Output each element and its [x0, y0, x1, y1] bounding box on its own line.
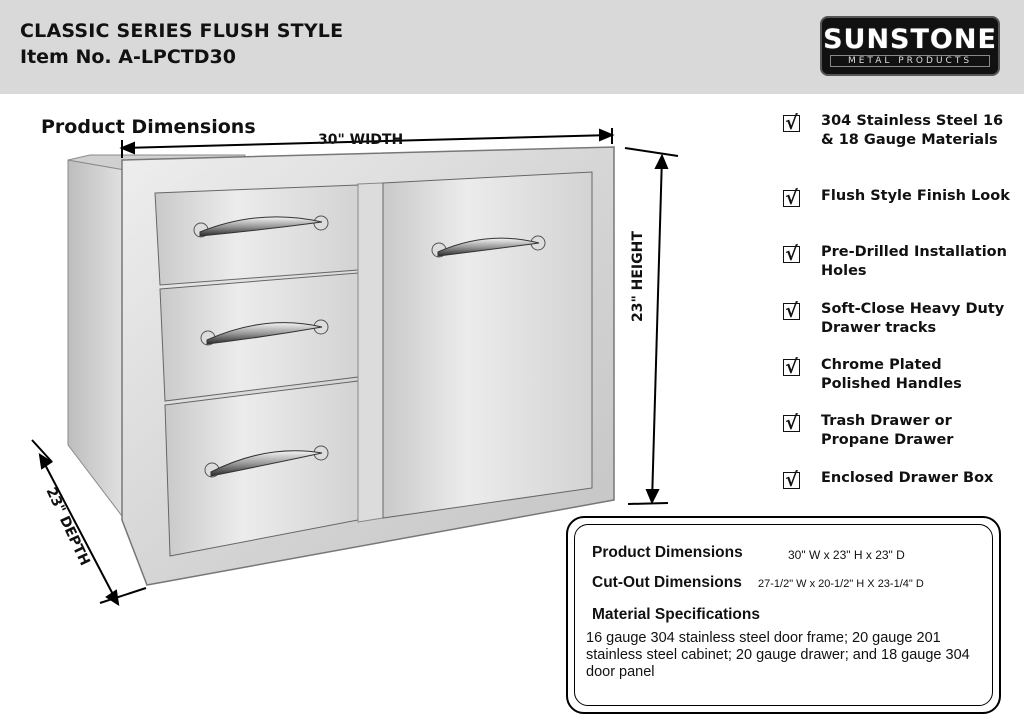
cutout-dimensions-value: 27-1/2" W x 20-1/2" H X 23-1/4" D	[758, 578, 924, 590]
checkbox-check-icon: √	[783, 415, 800, 432]
feature-text: 304 Stainless Steel 16 & 18 Gauge Materials	[821, 113, 1004, 148]
material-specifications-text: 16 gauge 304 stainless steel door frame; 20 gauge 201 stainless steel cabinet; 20 gauge drawer; and 18 gauge 304 door panel	[586, 630, 970, 680]
item-number: Item No. A-LPCTD30	[20, 46, 236, 68]
series-title: CLASSIC SERIES FLUSH STYLE	[20, 20, 344, 42]
checkbox-check-icon: √	[783, 190, 800, 207]
feature-text: Pre-Drilled Installation Holes	[821, 244, 1007, 279]
product-dimensions-label: Product Dimensions	[592, 544, 743, 561]
checkbox-check-icon: √	[783, 472, 800, 489]
cutout-dimensions-label: Cut-Out Dimensions	[592, 574, 742, 591]
feature-text: Trash Drawer or Propane Drawer	[821, 413, 954, 448]
feature-text: Soft-Close Heavy Duty Drawer tracks	[821, 301, 1005, 336]
logo-tagline: METAL PRODUCTS	[830, 55, 990, 67]
diagram-heading: Product Dimensions	[41, 116, 256, 138]
feature-text: Chrome Plated Polished Handles	[821, 357, 962, 392]
checkbox-check-icon: √	[783, 115, 800, 132]
width-label: 30" WIDTH	[318, 132, 404, 148]
height-dimension-line	[625, 148, 678, 504]
depth-label: 23" DEPTH	[42, 485, 93, 569]
product-dimensions-value: 30" W x 23" H x 23" D	[788, 548, 905, 562]
material-specifications-label: Material Specifications	[592, 606, 760, 623]
checkbox-check-icon: √	[783, 359, 800, 376]
cabinet-side	[68, 160, 125, 520]
specifications-box	[566, 516, 1001, 714]
door-panel	[383, 172, 592, 518]
logo-brand-text: SUNSTONE	[823, 24, 997, 55]
feature-text: Enclosed Drawer Box	[821, 470, 994, 486]
checkbox-check-icon: √	[783, 246, 800, 263]
height-label: 23" HEIGHT	[630, 231, 646, 322]
feature-text: Flush Style Finish Look	[821, 188, 1010, 204]
frame-divider	[358, 183, 383, 522]
checkbox-check-icon: √	[783, 303, 800, 320]
drawer-1	[155, 185, 358, 285]
